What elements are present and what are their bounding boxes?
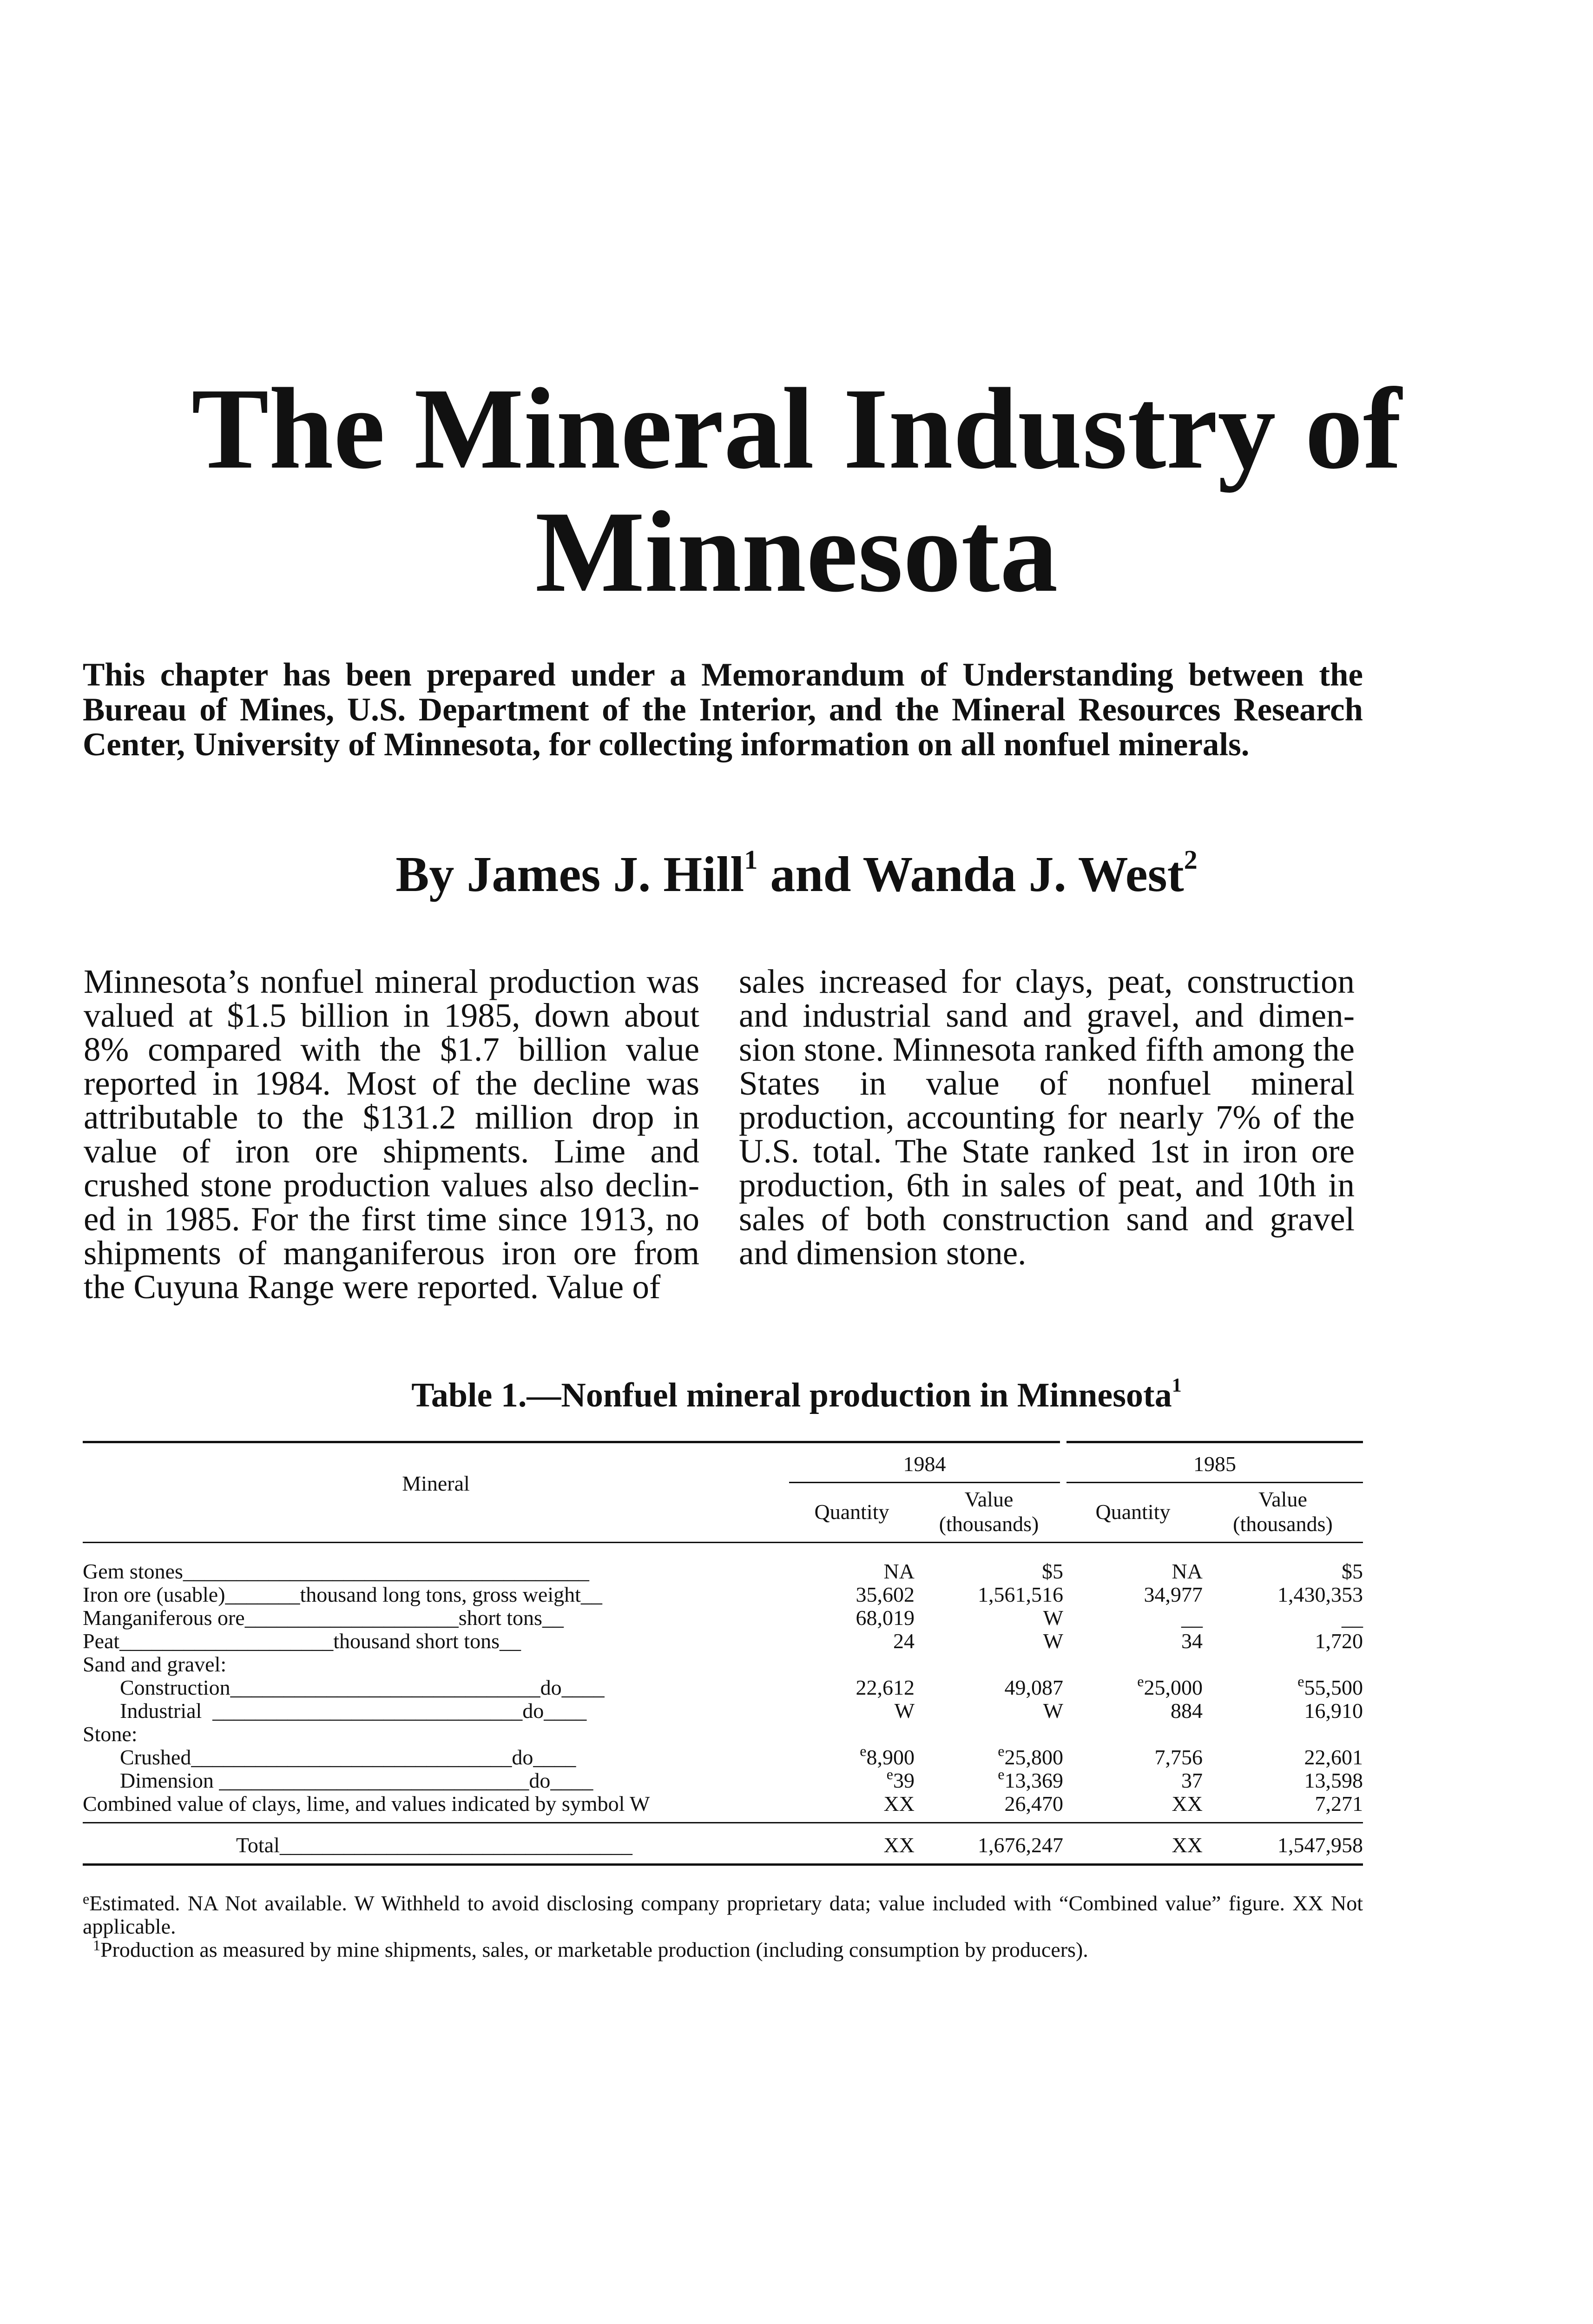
table-total-row: Total_________________________________ XX 1,676,247 XX 1,547,958	[83, 1823, 1363, 1865]
table-row: Stone:	[83, 1723, 138, 1746]
footnote-1: $^1$Production as measured by mine shipments, sales, or marketable production (including consumption by producers).	[93, 1937, 1088, 1961]
table-footnotes	[83, 1892, 1363, 1961]
byline	[0, 846, 1593, 904]
table-row: Manganiferous ore____________________short tons__ 68,019 W __ __	[83, 1606, 1363, 1630]
header-quantity-1985: Quantity	[1063, 1483, 1203, 1543]
table-caption-text: Table 1.—Nonfuel mineral production in Minnesota	[411, 1376, 1172, 1414]
production-table	[83, 1441, 1363, 1866]
footnote-legend: $^e$Estimated. NA Not available. W Withheld to avoid disclosing company proprietary data; value included with “Combined value” figure. XX Not applicable.	[83, 1890, 1363, 1938]
table-row: Gem stones______________________________________ NA $5 NA $5	[83, 1559, 1363, 1583]
header-mineral: Mineral	[83, 1442, 789, 1543]
byline-author1: By James J. Hill	[395, 847, 744, 902]
table-row: Peat____________________thousand short tons__ 24 W 34 1,720	[83, 1629, 1363, 1653]
table-row: Crushed______________________________do____ $^e$8,900 $^e$25,800 7,756 22,601	[120, 1743, 1363, 1769]
header-year-1984: 1984	[789, 1442, 1063, 1483]
table-row: Dimension _____________________________do____ $^e$39 $^e$13,369 37 13,598	[120, 1766, 1363, 1792]
title-line-1: The Mineral Industry of	[191, 364, 1402, 493]
table-caption-note: 1	[1172, 1375, 1182, 1396]
table-row: Industrial _____________________________do____ W W 884 16,910	[120, 1699, 1363, 1723]
table-row: Combined value of clays, lime, and values indicated by symbol W XX 26,470 XX 7,271	[83, 1792, 1363, 1823]
table-row: Sand and gravel:	[83, 1653, 227, 1676]
header-value-1985: Value (thousands)	[1203, 1483, 1363, 1543]
byline-note-1: 1	[744, 845, 758, 875]
title-line-2: Minnesota	[535, 488, 1058, 616]
header-quantity-1984: Quantity	[789, 1483, 915, 1543]
byline-author2: and Wanda J. West	[757, 847, 1184, 902]
byline-note-2: 2	[1184, 845, 1198, 875]
intro-paragraph: This chapter has been prepared under a Memorandum of Understanding between the Bureau of Mines, U.S. Department of the Interior, and the Mineral Resources Research Center, University of Minnesota, for collecting information on all nonfuel minerals.	[83, 657, 1363, 763]
header-value-1984: Value (thousands)	[915, 1483, 1063, 1543]
table-row: Iron ore (usable)_______thousand long tons, gross weight__ 35,602 1,561,516 34,977 1,430,353	[83, 1583, 1363, 1606]
page-title	[0, 364, 1593, 616]
header-year-1985: 1985	[1063, 1442, 1363, 1483]
table-row: Construction_____________________________do____ 22,612 49,087 $^e$25,000 $^e$55,500	[120, 1673, 1363, 1699]
table-caption	[0, 1376, 1593, 1415]
body-right-column: sales increased for clays, peat, construction and industrial sand and gravel, and dimension stone. Minnesota ranked fifth among the States in value of nonfuel mineral production, accounting for nearly 7% of the U.S. total. The State ranked 1st in iron ore production, 6th in sales of peat, and 10th in sales of both construction sand and gravel and dimension stone.	[739, 963, 1355, 1272]
body-left-column: Minnesota’s nonfuel mineral production was valued at $1.5 billion in 1985, down about 8% compared with the $1.7 billion value reported in 1984. Most of the decline was attributable to the $131.2 million drop in value of iron ore shipments. Lime and crushed stone production values also declined in 1985. For the first time since 1913, no shipments of manganiferous iron ore from the Cuyuna Range were reported. Value of	[84, 963, 699, 1306]
